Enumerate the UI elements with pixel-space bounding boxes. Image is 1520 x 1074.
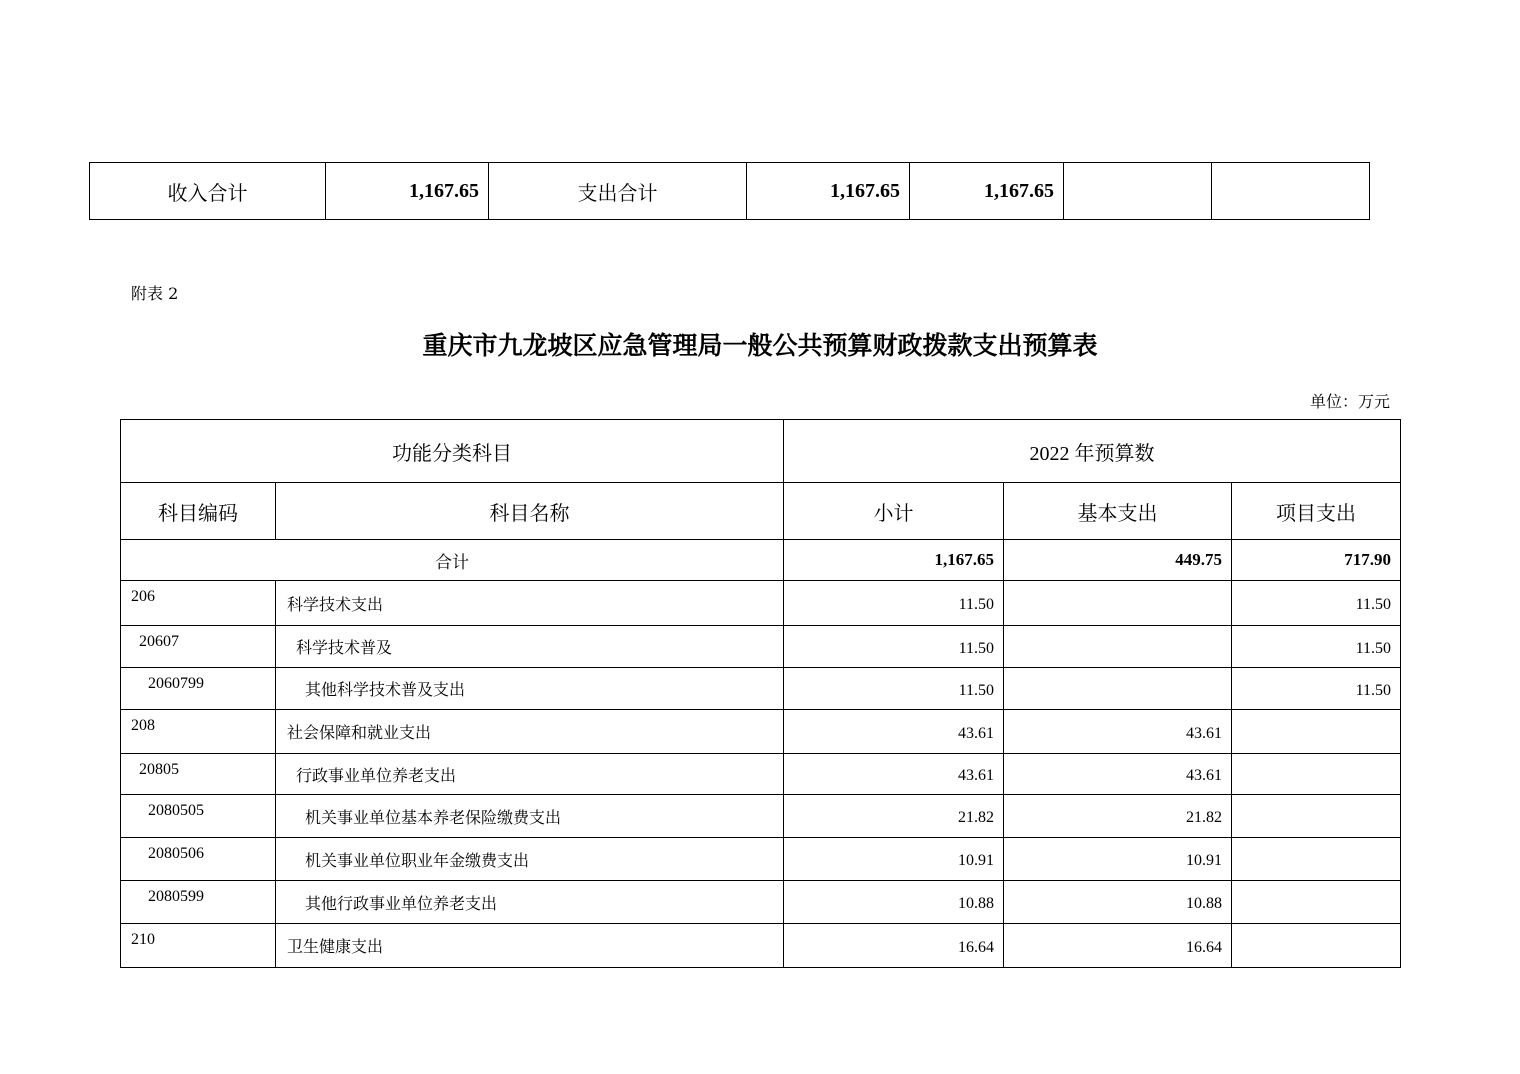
summary-table (89, 162, 1370, 220)
row-subtotal: 11.50 (784, 668, 1004, 710)
expense-total-value: 1,167.65 (747, 163, 910, 220)
table-row (121, 581, 1401, 626)
header-columns-row (121, 483, 1401, 540)
table-row (121, 668, 1401, 710)
row-name: 机关事业单位职业年金缴费支出 (276, 838, 784, 881)
summary-col6-value (1064, 163, 1212, 220)
table-row (121, 795, 1401, 838)
row-basic: 43.61 (1004, 710, 1232, 754)
total-subtotal: 1,167.65 (784, 540, 1004, 581)
row-project (1232, 754, 1401, 795)
row-basic (1004, 668, 1232, 710)
row-project (1232, 838, 1401, 881)
row-project (1232, 881, 1401, 924)
row-name: 行政事业单位养老支出 (276, 754, 784, 795)
total-project: 717.90 (1232, 540, 1401, 581)
row-code: 210 (121, 924, 276, 968)
row-code: 208 (121, 710, 276, 754)
row-name: 科学技术支出 (276, 581, 784, 626)
row-name: 其他科学技术普及支出 (276, 668, 784, 710)
row-code: 20607 (121, 626, 276, 668)
income-total-label: 收入合计 (90, 163, 326, 220)
row-basic: 10.88 (1004, 881, 1232, 924)
table-row (121, 881, 1401, 924)
row-basic: 10.91 (1004, 838, 1232, 881)
row-subtotal: 16.64 (784, 924, 1004, 968)
row-name: 其他行政事业单位养老支出 (276, 881, 784, 924)
row-project: 11.50 (1232, 626, 1401, 668)
row-code: 206 (121, 581, 276, 626)
header-group-row (121, 420, 1401, 483)
row-name: 社会保障和就业支出 (276, 710, 784, 754)
row-project: 11.50 (1232, 668, 1401, 710)
page-title: 重庆市九龙坡区应急管理局一般公共预算财政拨款支出预算表 (422, 331, 1098, 360)
header-subtotal: 小计 (784, 483, 1004, 540)
header-code: 科目编码 (121, 483, 276, 540)
total-label: 合计 (121, 540, 784, 581)
row-name: 卫生健康支出 (276, 924, 784, 968)
header-functional-classification: 功能分类科目 (121, 420, 784, 483)
row-code: 20805 (121, 754, 276, 795)
header-project: 项目支出 (1232, 483, 1401, 540)
table-row (121, 710, 1401, 754)
row-project (1232, 710, 1401, 754)
row-subtotal: 11.50 (784, 581, 1004, 626)
row-subtotal: 43.61 (784, 754, 1004, 795)
row-basic: 16.64 (1004, 924, 1232, 968)
row-basic: 21.82 (1004, 795, 1232, 838)
row-code: 2080505 (121, 795, 276, 838)
row-code: 2080599 (121, 881, 276, 924)
row-project (1232, 795, 1401, 838)
row-subtotal: 10.88 (784, 881, 1004, 924)
table-row (121, 754, 1401, 795)
unit-label: 单位：万元 (1309, 392, 1390, 411)
table-row (121, 626, 1401, 668)
row-code: 2080506 (121, 838, 276, 881)
total-row (121, 540, 1401, 581)
row-basic: 43.61 (1004, 754, 1232, 795)
row-subtotal: 43.61 (784, 710, 1004, 754)
header-basic: 基本支出 (1004, 483, 1232, 540)
row-basic (1004, 626, 1232, 668)
income-total-value: 1,167.65 (326, 163, 489, 220)
header-budget-year: 2022 年预算数 (784, 420, 1401, 483)
table-row (121, 838, 1401, 881)
table-row (121, 924, 1401, 968)
row-code: 2060799 (121, 668, 276, 710)
appendix-label: 附表 2 (131, 284, 179, 303)
row-subtotal: 11.50 (784, 626, 1004, 668)
summary-col7-value (1212, 163, 1370, 220)
expense-total-label: 支出合计 (489, 163, 747, 220)
row-project: 11.50 (1232, 581, 1401, 626)
row-subtotal: 10.91 (784, 838, 1004, 881)
total-basic: 449.75 (1004, 540, 1232, 581)
summary-col5-value: 1,167.65 (910, 163, 1064, 220)
summary-row (90, 163, 1370, 220)
budget-table (120, 419, 1401, 968)
header-name: 科目名称 (276, 483, 784, 540)
row-subtotal: 21.82 (784, 795, 1004, 838)
row-basic (1004, 581, 1232, 626)
row-name: 科学技术普及 (276, 626, 784, 668)
row-name: 机关事业单位基本养老保险缴费支出 (276, 795, 784, 838)
row-project (1232, 924, 1401, 968)
